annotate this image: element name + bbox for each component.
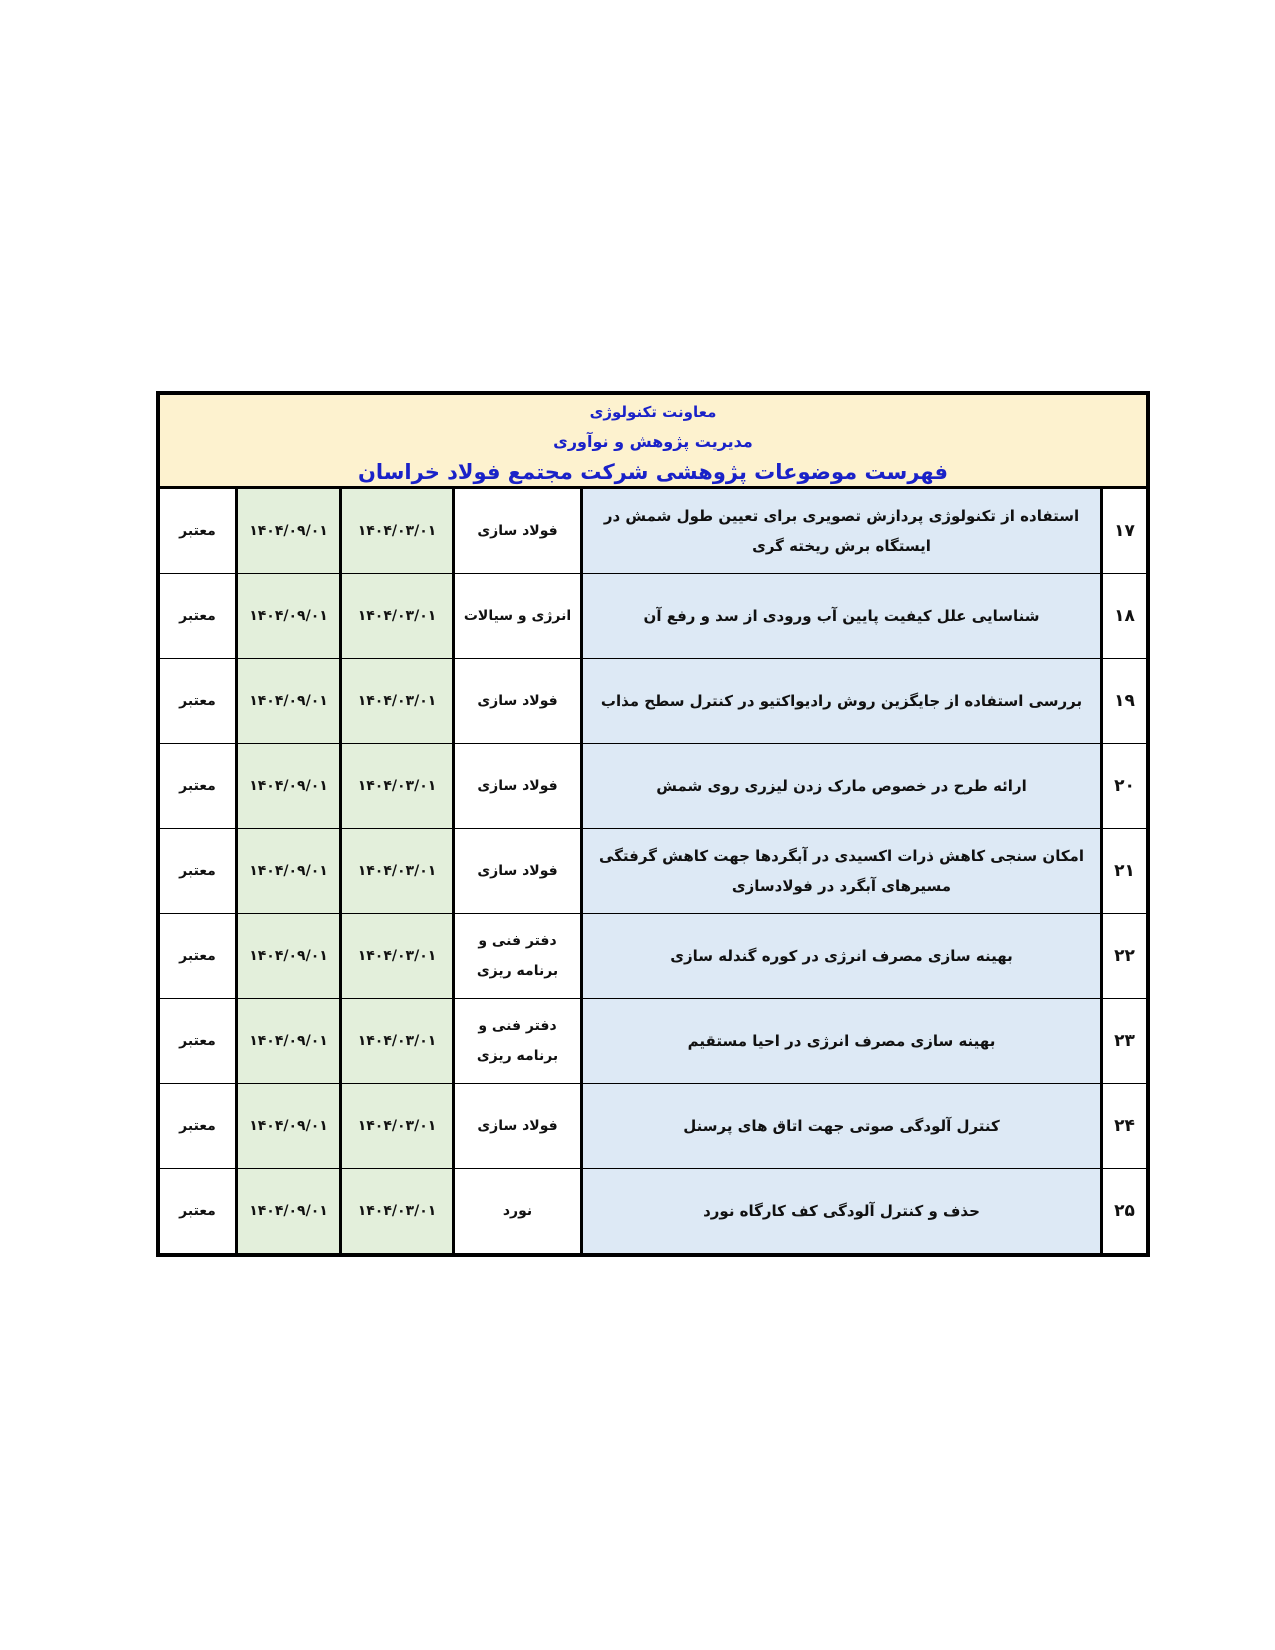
row-number-cell: [1100, 829, 1146, 913]
row-number-cell: [1100, 659, 1146, 743]
topic-title-cell: [580, 489, 1100, 573]
row-number-cell: [1100, 1084, 1146, 1168]
table-header: [160, 395, 1146, 489]
end-date-cell: [235, 1169, 339, 1253]
research-topics-table: [156, 391, 1150, 1257]
table-row: [160, 573, 1146, 658]
end-date: ۱۴۰۴/۰۹/۰۱: [249, 523, 328, 539]
row-number-cell: [1100, 574, 1146, 658]
end-date-cell: [235, 574, 339, 658]
status-cell: [160, 744, 235, 828]
department: دفتر فنی و برنامه ریزی: [476, 1018, 559, 1064]
table-row: [160, 998, 1146, 1083]
topic-title: امکان سنجی کاهش ذرات اکسیدی در آبگردها جهت کاهش گرفتگی مسیرهای آبگرد در فولادسازی: [599, 847, 1084, 895]
start-date-cell: [339, 489, 452, 573]
end-date: ۱۴۰۴/۰۹/۰۱: [249, 1118, 328, 1134]
status: معتبر: [179, 608, 216, 624]
department: نورد: [502, 1203, 533, 1219]
end-date: ۱۴۰۴/۰۹/۰۱: [249, 778, 328, 794]
start-date: ۱۴۰۴/۰۳/۰۱: [357, 1033, 437, 1049]
row-number-cell: [1100, 1169, 1146, 1253]
row-number: ۲۱: [1114, 861, 1135, 881]
table-body: [160, 489, 1146, 1253]
table-row: [160, 913, 1146, 998]
department-cell: [452, 659, 580, 743]
end-date-cell: [235, 489, 339, 573]
department-cell: [452, 999, 580, 1083]
row-number: ۱۷: [1114, 521, 1135, 541]
start-date: ۱۴۰۴/۰۳/۰۱: [357, 523, 437, 539]
end-date-cell: [235, 999, 339, 1083]
status: معتبر: [179, 778, 216, 794]
department-cell: [452, 1169, 580, 1253]
table-row: [160, 1083, 1146, 1168]
start-date-cell: [339, 914, 452, 998]
header-management: مدیریت پژوهش و نوآوری: [553, 432, 753, 451]
end-date-cell: [235, 744, 339, 828]
status-cell: [160, 1169, 235, 1253]
end-date-cell: [235, 914, 339, 998]
topic-title: بهینه سازی مصرف انرژی در احیا مستقیم: [687, 1032, 996, 1050]
department-cell: [452, 1084, 580, 1168]
end-date-cell: [235, 659, 339, 743]
topic-title-cell: [580, 574, 1100, 658]
table-row: [160, 658, 1146, 743]
start-date-cell: [339, 574, 452, 658]
end-date: ۱۴۰۴/۰۹/۰۱: [249, 1203, 328, 1219]
topic-title: حذف و کنترل آلودگی کف کارگاه نورد: [703, 1202, 980, 1220]
table-row: [160, 1168, 1146, 1253]
end-date-cell: [235, 829, 339, 913]
start-date: ۱۴۰۴/۰۳/۰۱: [357, 693, 437, 709]
status-cell: [160, 489, 235, 573]
row-number: ۲۰: [1114, 776, 1135, 796]
topic-title-cell: [580, 829, 1100, 913]
department-cell: [452, 829, 580, 913]
start-date: ۱۴۰۴/۰۳/۰۱: [357, 863, 437, 879]
topic-title-cell: [580, 914, 1100, 998]
status-cell: [160, 914, 235, 998]
end-date: ۱۴۰۴/۰۹/۰۱: [249, 693, 328, 709]
table-row: [160, 743, 1146, 828]
start-date-cell: [339, 744, 452, 828]
start-date-cell: [339, 1169, 452, 1253]
department: فولاد سازی: [477, 863, 558, 879]
start-date: ۱۴۰۴/۰۳/۰۱: [357, 948, 437, 964]
row-number-cell: [1100, 489, 1146, 573]
row-number: ۲۳: [1114, 1031, 1135, 1051]
start-date: ۱۴۰۴/۰۳/۰۱: [357, 608, 437, 624]
department-cell: [452, 574, 580, 658]
header-deputy: معاونت تکنولوژی: [589, 403, 717, 421]
status-cell: [160, 999, 235, 1083]
department-cell: [452, 914, 580, 998]
topic-title-cell: [580, 744, 1100, 828]
status: معتبر: [179, 1118, 216, 1134]
department: فولاد سازی: [477, 1118, 558, 1134]
row-number: ۲۴: [1114, 1116, 1135, 1136]
end-date-cell: [235, 1084, 339, 1168]
topic-title: استفاده از تکنولوژی پردازش تصویری برای تعیین طول شمش در ایستگاه برش ریخته گری: [603, 507, 1080, 555]
status: معتبر: [179, 1033, 216, 1049]
status: معتبر: [179, 523, 216, 539]
table-row: [160, 489, 1146, 573]
status-cell: [160, 1084, 235, 1168]
start-date: ۱۴۰۴/۰۳/۰۱: [357, 1118, 437, 1134]
department: فولاد سازی: [477, 693, 558, 709]
end-date: ۱۴۰۴/۰۹/۰۱: [249, 1033, 328, 1049]
status: معتبر: [179, 693, 216, 709]
end-date: ۱۴۰۴/۰۹/۰۱: [249, 608, 328, 624]
status-cell: [160, 574, 235, 658]
department-cell: [452, 489, 580, 573]
topic-title: بهینه سازی مصرف انرژی در کوره گندله سازی: [670, 947, 1013, 965]
end-date: ۱۴۰۴/۰۹/۰۱: [249, 863, 328, 879]
start-date: ۱۴۰۴/۰۳/۰۱: [357, 778, 437, 794]
start-date-cell: [339, 999, 452, 1083]
row-number: ۱۸: [1114, 606, 1135, 626]
status-cell: [160, 829, 235, 913]
row-number: ۲۲: [1114, 946, 1135, 966]
topic-title: بررسی استفاده از جایگزین روش رادیواکتیو در کنترل سطح مذاب: [600, 692, 1083, 710]
department-cell: [452, 744, 580, 828]
row-number-cell: [1100, 744, 1146, 828]
department: دفتر فنی و برنامه ریزی: [476, 933, 559, 979]
row-number-cell: [1100, 914, 1146, 998]
topic-title: ارائه طرح در خصوص مارک زدن لیزری روی شمش: [656, 777, 1027, 795]
status-cell: [160, 659, 235, 743]
start-date-cell: [339, 829, 452, 913]
row-number-cell: [1100, 999, 1146, 1083]
status: معتبر: [179, 1203, 216, 1219]
topic-title-cell: [580, 1084, 1100, 1168]
end-date: ۱۴۰۴/۰۹/۰۱: [249, 948, 328, 964]
start-date-cell: [339, 659, 452, 743]
topic-title-cell: [580, 659, 1100, 743]
topic-title-cell: [580, 999, 1100, 1083]
row-number: ۲۵: [1114, 1201, 1135, 1221]
status: معتبر: [179, 948, 216, 964]
row-number: ۱۹: [1114, 691, 1135, 711]
start-date-cell: [339, 1084, 452, 1168]
department: انرژی و سیالات: [463, 608, 572, 624]
department: فولاد سازی: [477, 778, 558, 794]
status: معتبر: [179, 863, 216, 879]
start-date: ۱۴۰۴/۰۳/۰۱: [357, 1203, 437, 1219]
topic-title-cell: [580, 1169, 1100, 1253]
table-row: [160, 828, 1146, 913]
department: فولاد سازی: [477, 523, 558, 539]
topic-title: شناسایی علل کیفیت پایین آب ورودی از سد و رفع آن: [643, 607, 1040, 625]
topic-title: کنترل آلودگی صوتی جهت اتاق های پرسنل: [683, 1117, 1000, 1135]
header-title: فهرست موضوعات پژوهشی شرکت مجتمع فولاد خراسان: [357, 460, 949, 484]
